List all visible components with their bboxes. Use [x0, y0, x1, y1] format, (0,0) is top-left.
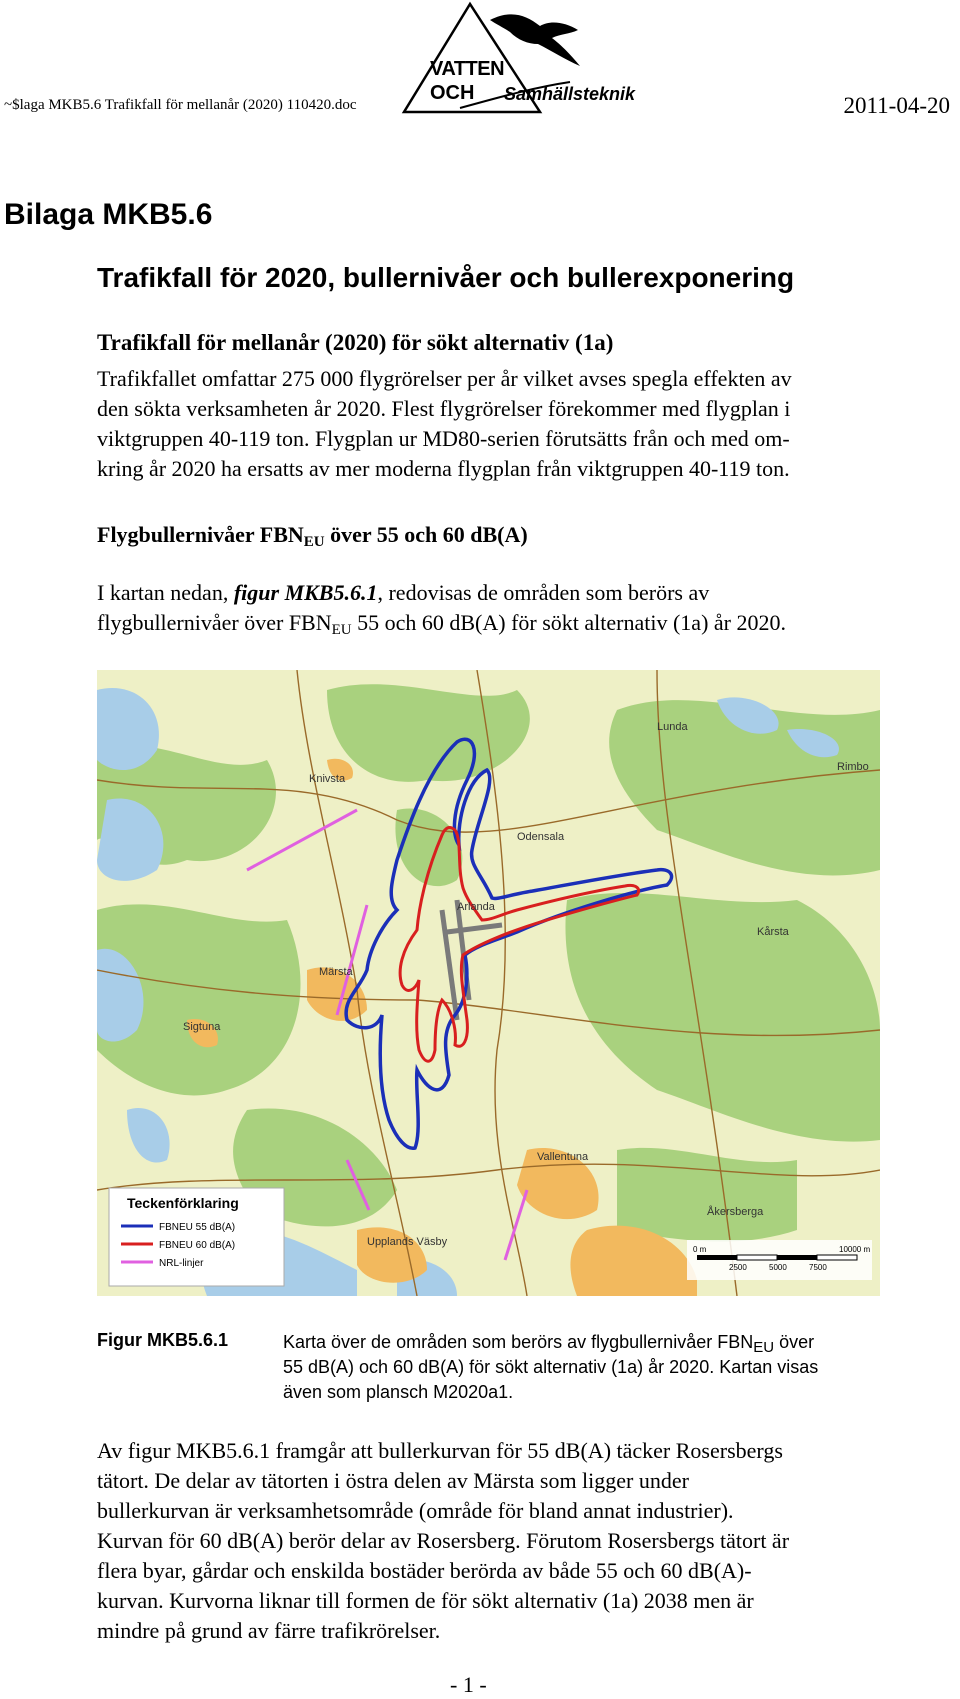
- caption-line: 55 dB(A) och 60 dB(A) för sökt alternativ (1a) år 2020. Kartan visas: [283, 1357, 819, 1377]
- figure-caption-label: Figur MKB5.6.1: [97, 1330, 229, 1350]
- page-title: Trafikfall för 2020, bullernivåer och bullerexponering: [97, 262, 795, 293]
- text-span: I kartan nedan,: [97, 580, 234, 605]
- paragraph-line: [97, 608, 937, 638]
- header-date: 2011-04-20: [843, 93, 950, 118]
- paragraph-line: Av figur MKB5.6.1 framgår att bullerkurvan för 55 dB(A) täcker Rosersbergs: [97, 1438, 783, 1463]
- text-span: över: [774, 1332, 815, 1352]
- map-label: Rimbo: [837, 761, 869, 773]
- figure-reference: figur MKB5.6.1: [233, 580, 378, 605]
- paragraph-line: kring år 2020 ha ersatts av mer moderna flygplan från viktgruppen 40-119 ton.: [97, 456, 790, 481]
- header-filename: ~$laga MKB5.6 Trafikfall för mellanår (2020) 110420.doc: [4, 97, 357, 113]
- logo-text-och: OCH: [430, 82, 475, 104]
- legend-item-nrl: NRL-linjer: [159, 1258, 204, 1269]
- caption-line: även som plansch M2020a1.: [283, 1382, 514, 1402]
- map-label: Märsta: [319, 966, 353, 978]
- text-span: 55 och 60 dB(A) för sökt alternativ (1a) år 2020.: [351, 610, 786, 635]
- paragraph-traffic-case: [97, 364, 937, 484]
- paragraph-line: kurvan. Kurvorna liknar till formen de för sökt alternativ (1a) 2038 men är: [97, 1588, 754, 1613]
- scale-label: 5000: [769, 1263, 787, 1272]
- heading-text: över 55 och 60 dB(A): [324, 522, 528, 547]
- appendix-title: Bilaga MKB5.6: [4, 198, 213, 231]
- page-number: - 1 -: [450, 1672, 487, 1697]
- legend-item-60: FBNEU 60 dB(A): [159, 1240, 236, 1251]
- paragraph-line: Kurvan för 60 dB(A) berör delar av Rosersberg. Förutom Rosersbergs tätort är: [97, 1528, 790, 1553]
- subscript: EU: [331, 622, 352, 638]
- noise-levels-heading: [97, 522, 528, 548]
- section-heading: Trafikfall för mellanår (2020) för sökt alternativ (1a): [97, 330, 614, 355]
- scale-label: 7500: [809, 1263, 827, 1272]
- figure-caption-text: [283, 1330, 943, 1405]
- paragraph-line: bullerkurvan är verksamhetsområde (område för bland annat industrier).: [97, 1498, 734, 1523]
- map-label: Åkersberga: [707, 1206, 764, 1218]
- legend-item-55: FBNEU 55 dB(A): [159, 1222, 236, 1233]
- paragraph-map-intro: [97, 578, 937, 638]
- map-label: Upplands Väsby: [367, 1236, 448, 1248]
- text-span: Karta över de områden som berörs av flygbullernivåer FBN: [283, 1332, 754, 1352]
- paragraph-line: tätort. De delar av tätorten i östra delen av Märsta som ligger under: [97, 1468, 689, 1493]
- paragraph-line: Trafikfallet omfattar 275 000 flygrörelser per år vilket avses spegla effekten av: [97, 366, 792, 391]
- paragraph-line: viktgruppen 40-119 ton. Flygplan ur MD80-serien förutsätts från och med om-: [97, 426, 790, 451]
- scale-label: 10000 m: [839, 1245, 871, 1254]
- heading-text: Flygbullernivåer FBN: [97, 522, 304, 547]
- paragraph-line: [97, 578, 937, 608]
- map-label: Arlanda: [457, 901, 495, 913]
- map-legend: [109, 1188, 284, 1286]
- caption-line: [283, 1330, 943, 1355]
- text-span: flygbullernivåer över FBN: [97, 610, 332, 635]
- map-label: Knivsta: [309, 773, 346, 785]
- map-label: Lunda: [657, 721, 688, 733]
- subscript: EU: [753, 1339, 775, 1356]
- noise-contour-map: [97, 670, 880, 1296]
- text-span: , redovisas de områden som berörs av: [377, 580, 710, 605]
- scale-bar: [687, 1240, 872, 1280]
- logo-text-vatten: VATTEN: [430, 58, 505, 80]
- paragraph-line: mindre på grund av färre trafikrörelser.: [97, 1618, 441, 1643]
- legend-title: Teckenförklaring: [127, 1195, 239, 1211]
- scale-label: 0 m: [693, 1245, 707, 1254]
- map-label: Vallentuna: [537, 1151, 589, 1163]
- map-label: Sigtuna: [183, 1021, 221, 1033]
- scale-label: 2500: [729, 1263, 747, 1272]
- paragraph-line: flera byar, gårdar och enskilda bostäder berörda av både 55 och 60 dB(A)-: [97, 1558, 752, 1583]
- paragraph-line: den sökta verksamheten år 2020. Flest flygrörelser förekommer med flygplan i: [97, 396, 791, 421]
- map-label: Kårsta: [757, 926, 789, 938]
- heading-subscript: EU: [303, 534, 325, 550]
- logo-text-samhallsteknik: Samhällsteknik: [504, 84, 636, 104]
- map-label: Odensala: [517, 831, 565, 843]
- paragraph-conclusion: [97, 1436, 937, 1646]
